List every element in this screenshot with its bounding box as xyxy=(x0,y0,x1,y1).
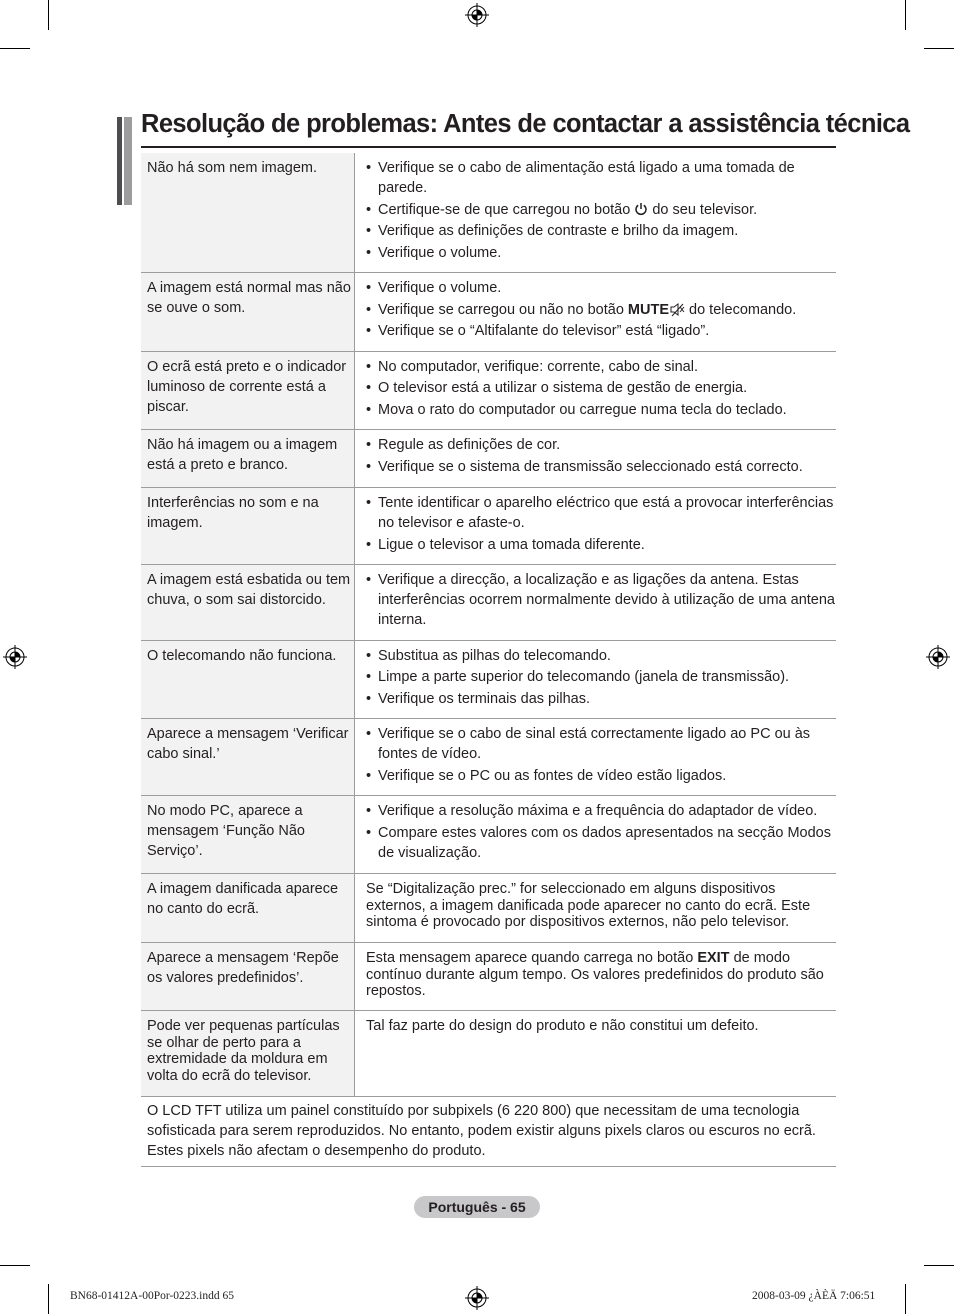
solution-item: • Ligue o televisor a uma tomada diferente. xyxy=(366,535,836,555)
problem-cell: Não há imagem ou a imagem está a preto e branco. xyxy=(141,430,355,488)
problem-cell: Aparece a mensagem ‘Repõe os valores predefinidos’. xyxy=(141,943,355,1011)
crop-mark xyxy=(0,48,30,49)
footer-filename: BN68-01412A-00Por-0223.indd 65 xyxy=(70,1290,234,1302)
page-number-badge: Português - 65 xyxy=(414,1196,540,1218)
solution-item: • Mova o rato do computador ou carregue numa tecla do teclado. xyxy=(366,400,836,420)
title-accent-bar xyxy=(117,117,122,205)
solution-item: • Verifique as definições de contraste e brilho da imagem. xyxy=(366,221,836,241)
solution-item: • Compare estes valores com os dados apresentados na secção Modos de visualização. xyxy=(366,823,836,863)
table-row xyxy=(141,943,836,1011)
solution-cell xyxy=(355,640,837,719)
troubleshooting-table xyxy=(141,153,836,1167)
solution-item: • O televisor está a utilizar o sistema de gestão de energia. xyxy=(366,378,836,398)
solution-cell xyxy=(355,430,837,488)
solution-item: • Verifique se o cabo de alimentação está ligado a uma tomada de parede. xyxy=(366,158,836,198)
crop-mark xyxy=(924,48,954,49)
table-row xyxy=(141,796,836,874)
table-row xyxy=(141,1011,836,1097)
problem-cell: No modo PC, aparece a mensagem ‘Função Não Serviço’. xyxy=(141,796,355,874)
crop-mark xyxy=(905,0,906,30)
title-accent-bar xyxy=(124,117,132,205)
power-icon xyxy=(634,202,648,216)
solution-item: • Verifique se o sistema de transmissão seleccionado está correcto. xyxy=(366,457,836,477)
registration-mark-icon xyxy=(465,3,489,27)
solution-item: • Verifique o volume. xyxy=(366,278,836,298)
crop-mark xyxy=(48,1284,49,1314)
crop-mark xyxy=(48,0,49,30)
registration-mark-icon xyxy=(465,1286,489,1310)
table-row xyxy=(141,640,836,719)
solution-item: • Regule as definições de cor. xyxy=(366,435,836,455)
crop-mark xyxy=(905,1284,906,1314)
problem-cell: Interferências no som e na imagem. xyxy=(141,488,355,565)
solution-item: • Verifique se o “Altifalante do televisor” está “ligado”. xyxy=(366,321,836,341)
problem-cell: A imagem está normal mas não se ouve o som. xyxy=(141,273,355,352)
solution-cell xyxy=(355,565,837,641)
solution-cell: Esta mensagem aparece quando carrega no botão EXIT de modo contínuo durante algum tempo. Os valores predefinidos do produto são repostos. xyxy=(355,943,837,1011)
table-row xyxy=(141,565,836,641)
problem-cell: A imagem danificada aparece no canto do ecrã. xyxy=(141,874,355,943)
solution-item: • Verifique se o cabo de sinal está correctamente ligado ao PC ou às fontes de vídeo. xyxy=(366,724,836,764)
note-cell: O LCD TFT utiliza um painel constituído por subpixels (6 220 800) que necessitam de uma tecnologia sofisticada para serem reproduzidos. No entanto, podem existir alguns pixels claros ou escuros no ecrã. Estes pixels não afectam o desempenho do produto. xyxy=(141,1097,836,1167)
registration-mark-icon xyxy=(3,645,27,669)
solution-item: • Verifique a direcção, a localização e as ligações da antena. Estas interferências ocorrem normalmente devido à utilização de uma antena interna. xyxy=(366,570,836,630)
page-title: Resolução de problemas: Antes de contactar a assistência técnica xyxy=(141,110,910,138)
problem-cell: A imagem está esbatida ou tem chuva, o som sai distorcido. xyxy=(141,565,355,641)
table-row xyxy=(141,153,836,273)
mute-icon xyxy=(669,302,685,317)
solution-cell: Se “Digitalização prec.” for seleccionado em alguns dispositivos externos, a imagem danificada pode aparecer no canto do ecrã. Este sintoma é provocado por dispositivos externos, não pelo televisor. xyxy=(355,874,837,943)
solution-item: • Limpe a parte superior do telecomando (janela de transmissão). xyxy=(366,667,836,687)
solution-cell xyxy=(355,351,837,430)
solution-cell xyxy=(355,488,837,565)
table-row xyxy=(141,1097,836,1167)
solution-item: • Verifique se carregou ou não no botão MUTE do telecomando. xyxy=(366,300,836,320)
solution-item: • No computador, verifique: corrente, cabo de sinal. xyxy=(366,357,836,377)
table-row xyxy=(141,351,836,430)
solution-item: • Tente identificar o aparelho eléctrico que está a provocar interferências no televisor e afaste-o. xyxy=(366,493,836,533)
crop-mark xyxy=(924,1265,954,1266)
solution-item: • Verifique a resolução máxima e a frequência do adaptador de vídeo. xyxy=(366,801,836,821)
table-row xyxy=(141,488,836,565)
problem-cell: Não há som nem imagem. xyxy=(141,153,355,273)
solution-cell xyxy=(355,153,837,273)
solution-cell xyxy=(355,273,837,352)
registration-mark-icon xyxy=(926,645,950,669)
solution-item: • Verifique os terminais das pilhas. xyxy=(366,689,836,709)
table-row xyxy=(141,273,836,352)
solution-cell xyxy=(355,796,837,874)
solution-item: • Certifique-se de que carregou no botão do seu televisor. xyxy=(366,200,836,220)
problem-cell: Aparece a mensagem ‘Verificar cabo sinal.’ xyxy=(141,719,355,796)
problem-cell: Pode ver pequenas partículas se olhar de perto para a extremidade da moldura em volta do ecrã do televisor. xyxy=(141,1011,355,1097)
table-row xyxy=(141,719,836,796)
title-rule xyxy=(141,146,836,148)
solution-item: • Substitua as pilhas do telecomando. xyxy=(366,646,836,666)
footer-timestamp: 2008-03-09 ¿ÀÈÄ 7:06:51 xyxy=(752,1290,876,1302)
solution-cell: Tal faz parte do design do produto e não constitui um defeito. xyxy=(355,1011,837,1097)
problem-cell: O telecomando não funciona. xyxy=(141,640,355,719)
table-row xyxy=(141,874,836,943)
crop-mark xyxy=(0,1265,30,1266)
solution-item: • Verifique o volume. xyxy=(366,243,836,263)
problem-cell: O ecrã está preto e o indicador luminoso de corrente está a piscar. xyxy=(141,351,355,430)
solution-cell xyxy=(355,719,837,796)
solution-item: • Verifique se o PC ou as fontes de vídeo estão ligados. xyxy=(366,766,836,786)
table-row xyxy=(141,430,836,488)
